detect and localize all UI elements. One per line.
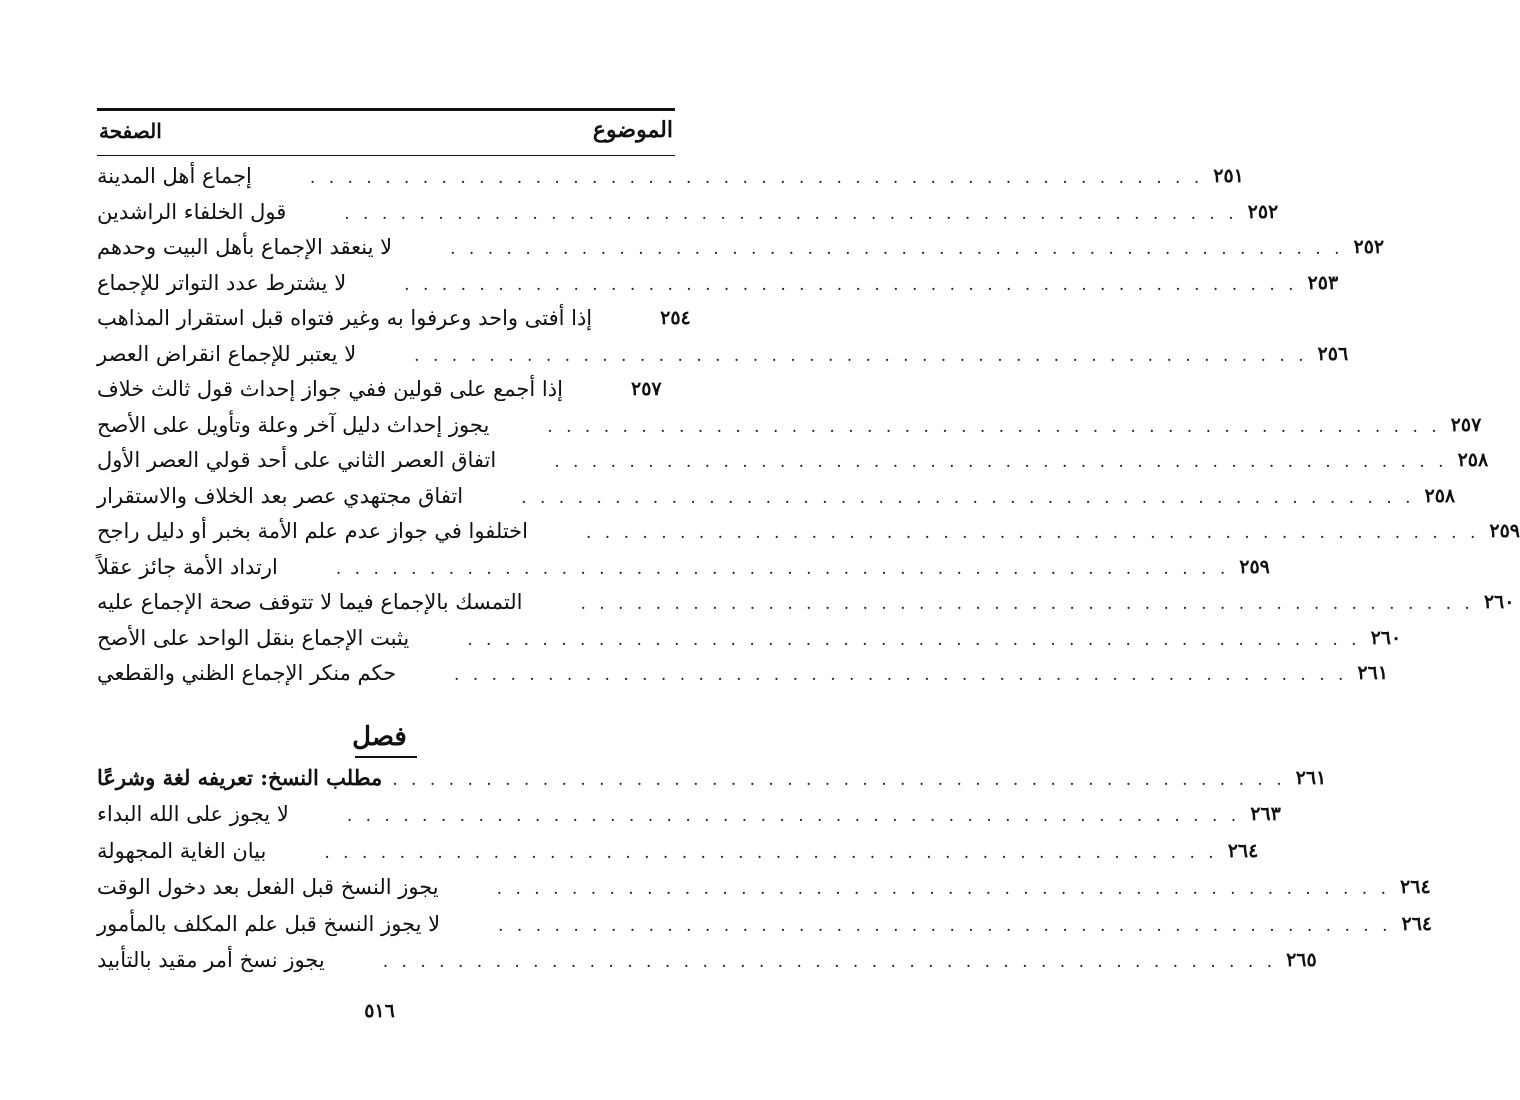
header-topic: الموضوع — [592, 117, 673, 143]
entry-title: قول الخلفاء الراشدين — [97, 199, 287, 224]
toc-entry — [97, 480, 1456, 512]
toc-entry — [97, 657, 1389, 689]
leader-dots: . . . . . . . . . . . . . . . . . . . . . . . . . . . . . . . . . . . . . . . . . . . . . . . . — [467, 629, 1361, 650]
toc-entry — [97, 409, 1482, 441]
toc-entry — [97, 160, 1244, 192]
leader-dots: . . . . . . . . . . . . . . . . . . . . . . . . . . . . . . . . . . . . . . . . . . . . . . . . — [580, 594, 1474, 614]
entry-title: لا يعتبر للإجماع انقراض العصر — [97, 341, 357, 366]
entry-page-number: ٢٦١ — [1357, 662, 1389, 684]
toc-entry — [97, 338, 1349, 370]
entry-page-number: ٢٦١ — [1295, 767, 1327, 789]
entry-title: إذا أفتى واحد وعرفوا به وغير فتواه قبل استقرار المذاهب — [97, 306, 593, 330]
entry-title: إجماع أهل المدينة — [97, 164, 252, 188]
entry-page-number: ٢٥٨ — [1457, 449, 1489, 471]
leader-dots: . . . . . . . . . . . . . . . . . . . . . . . . . . . . . . . . . . . . . . . . . . . . . . . . — [382, 952, 1277, 972]
entry-page-number: ٢٥٨ — [1424, 484, 1456, 507]
leader-dots: . . . . . . . . . . . . . . . . . . . . . . . . . . . . . . . . . . . . . . . . . . . . . . . . — [496, 879, 1391, 900]
entry-title: يجوز إحداث دليل آخر وعلة وتأويل على الأصح — [97, 412, 490, 437]
entry-page-number: ٢٥٣ — [1307, 271, 1339, 294]
leader-dots: . . . . . . . . . . . . . . . . . . . . . . . . . . . . . . . . . . . . . . . . . . . . . . . . — [554, 452, 1448, 472]
toc-header — [97, 108, 675, 156]
entry-title: يجوز نسخ أمر مقيد بالتأبيد — [97, 948, 325, 972]
leader-dots: . . . . . . . . . . . . . . . . . . . . . . . . . . . . . . . . . . . . . . . . . . . . . . . . — [498, 915, 1392, 936]
leader-dots: . . . . . . . . . . . . . . . . . . . . . . . . . . . . . . . . . . . . . . . . . . . . . . . . — [335, 558, 1230, 579]
entry-title: مطلب النسخ: تعريفه لغة وشرعًا — [97, 765, 383, 790]
toc-entry — [97, 515, 1520, 547]
entry-page-number: ٢٦٠ — [1483, 591, 1515, 613]
entry-title: لا يشترط عدد التواتر للإجماع — [97, 270, 347, 295]
toc-entry — [97, 231, 1385, 263]
entry-page-number: ٢٥٩ — [1489, 520, 1520, 542]
leader-dots: . . . . . . . . . . . . . . . . . . . . . . . . . . . . . . . . . . . . . . . . . . . . . . . . — [521, 487, 1415, 508]
entry-title: اختلفوا في جواز عدم علم الأمة بخبر أو دليل راجح — [97, 519, 528, 543]
toc-entry — [97, 267, 1339, 299]
leader-dots: . . . . . . . . . . . . . . . . . . . . . . . . . . . . . . . . . . . . . . . . . . . . . . . . — [346, 806, 1241, 827]
entry-page-number: ٢٥١ — [1213, 165, 1244, 187]
entry-page-number: ٢٦٠ — [1370, 626, 1402, 649]
leader-dots: . . . . . . . . . . . . . . . . . . . . . . . . . . . . . . . . . . . . . . . . . . . . . . . . — [450, 239, 1344, 259]
header-page: الصفحة — [99, 119, 162, 143]
entry-title: اتفاق العصر الثاني على أحد قولي العصر الأول — [97, 448, 497, 472]
toc-entry — [97, 586, 1515, 618]
entry-title: حكم منكر الإجماع الظني والقطعي — [97, 661, 397, 685]
entry-title: لا يجوز على الله البداء — [97, 802, 289, 827]
entry-title: ارتداد الأمة جائز عقلاً — [97, 554, 278, 579]
entry-page-number: ٢٥٢ — [1353, 236, 1385, 258]
section-title-text: فصل — [352, 722, 407, 752]
toc-entry — [97, 373, 675, 405]
toc-entry — [97, 196, 1279, 228]
toc-entry — [97, 835, 1259, 867]
section-underline — [355, 756, 417, 758]
page-number: ٥١٦ — [364, 1000, 395, 1022]
leader-dots: . . . . . . . . . . . . . . . . . . . . . . . . . . . . . . . . . . . . . . . . . . . . . . . . — [585, 523, 1480, 543]
toc-entry — [97, 871, 1431, 903]
toc-entry — [97, 944, 1317, 976]
entry-title: يثبت الإجماع بنقل الواحد على الأصح — [97, 625, 410, 650]
leader-dots: . . . . . . . . . . . . . . . . . . . . . . . . . . . . . . . . . . . . . . . . . . . . . . . . — [404, 274, 1298, 295]
entry-title: لا ينعقد الإجماع بأهل البيت وحدهم — [97, 235, 393, 259]
entry-page-number: ٢٦٣ — [1250, 803, 1281, 826]
toc-entry — [97, 622, 1402, 654]
section-heading — [0, 722, 759, 762]
leader-dots: . . . . . . . . . . . . . . . . . . . . . . . . . . . . . . . . . . . . . . . . . . . . . . . . — [344, 203, 1238, 224]
entry-title: يجوز النسخ قبل الفعل بعد دخول الوقت — [97, 875, 439, 900]
toc-entry — [97, 551, 1270, 583]
toc-entry — [97, 302, 691, 334]
entry-page-number: ٢٥٩ — [1239, 555, 1270, 578]
entry-page-number: ٢٦٥ — [1286, 949, 1317, 971]
entry-title: لا يجوز النسخ قبل علم المكلف بالمأمور — [97, 911, 441, 936]
leader-dots: . . . . . . . . . . . . . . . . . . . . . . . . . . . . . . . . . . . . . . . . . . . . . . . . — [547, 416, 1441, 437]
entry-title: التمسك بالإجماع فيما لا تتوقف صحة الإجماع عليه — [97, 590, 523, 614]
toc-entry — [97, 908, 1433, 940]
entry-page-number: ٢٥٦ — [1317, 342, 1349, 365]
entry-page-number: ٢٥٤ — [660, 307, 691, 329]
entry-title: بيان الغاية المجهولة — [97, 838, 267, 863]
entry-page-number: ٢٥٧ — [1450, 413, 1482, 436]
toc-entry — [97, 444, 1489, 476]
leader-dots: . . . . . . . . . . . . . . . . . . . . . . . . . . . . . . . . . . . . . . . . . . . . . . . . — [414, 345, 1308, 366]
leader-dots: . . . . . . . . . . . . . . . . . . . . . . . . . . . . . . . . . . . . . . . . . . . . . . . . — [309, 168, 1204, 188]
toc-entry — [97, 798, 1281, 830]
entry-page-number: ٢٥٧ — [631, 378, 662, 400]
entry-title: إذا أجمع على قولين ففي جواز إحداث قول ثالث خلاف — [97, 377, 563, 401]
entry-title: اتفاق مجتهدي عصر بعد الخلاف والاستقرار — [97, 483, 464, 508]
leader-dots: . . . . . . . . . . . . . . . . . . . . . . . . . . . . . . . . . . . . . . . . . . . . . . . . — [324, 842, 1218, 863]
leader-dots: . . . . . . . . . . . . . . . . . . . . . . . . . . . . . . . . . . . . . . . . . . . . . . . . — [454, 665, 1348, 685]
leader-dots: . . . . . . . . . . . . . . . . . . . . . . . . . . . . . . . . . . . . . . . . . . . . . . . . — [392, 770, 1286, 790]
entry-page-number: ٢٦٤ — [1401, 912, 1433, 935]
entry-page-number: ٢٦٤ — [1227, 839, 1259, 862]
entry-page-number: ٢٥٢ — [1247, 200, 1279, 223]
toc-entry — [97, 762, 1327, 794]
entry-page-number: ٢٦٤ — [1400, 876, 1431, 899]
